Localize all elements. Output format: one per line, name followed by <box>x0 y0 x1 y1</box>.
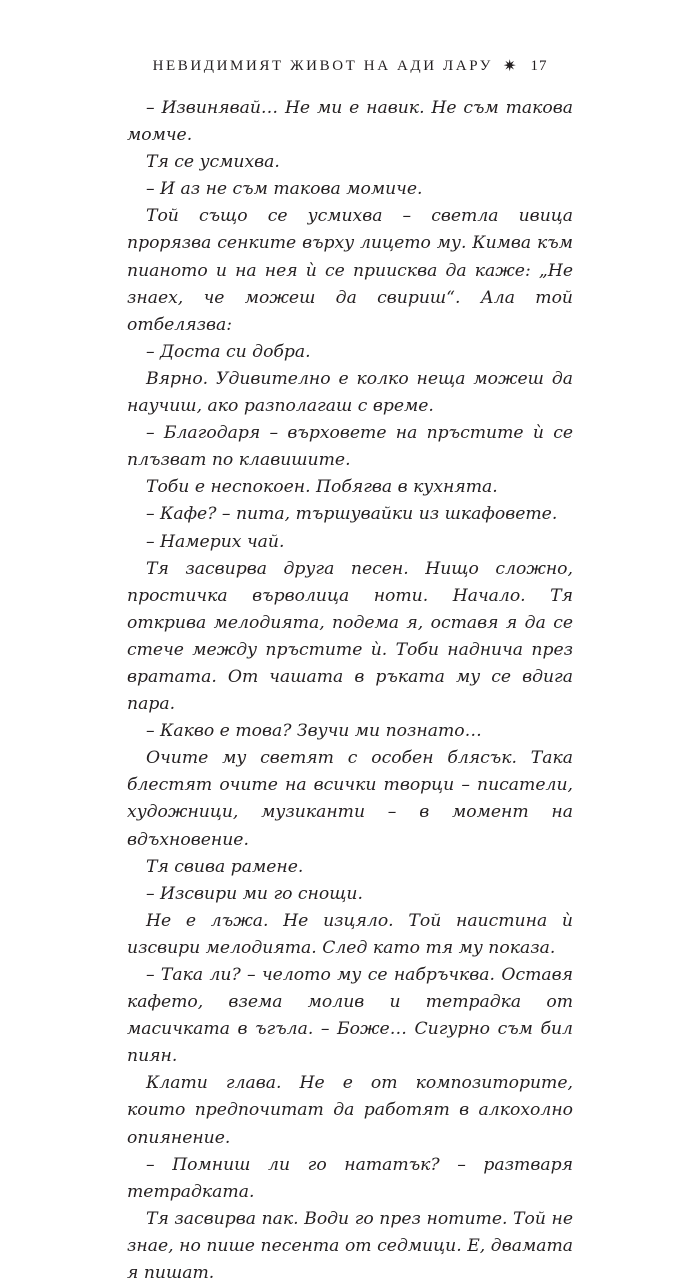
paragraph: Тя засвирва пак. Води го през нотите. Той не знае, но пише песента от седмици. Е, двамата я пишат. <box>127 1208 573 1284</box>
paragraph: Очите му светят с особен блясък. Така блестят очите на всички творци – писатели, художници, музиканти – в момент на вдъхновение. <box>127 748 573 850</box>
paragraph: – Благодаря – върховете на пръстите ѝ се плъзват по клавишите. <box>127 423 573 471</box>
paragraph: – Намерих чай. <box>146 531 285 552</box>
paragraph: Тя се усмихва. <box>146 152 280 173</box>
paragraph: – Кафе? – пита, тършувайки из шкафовете. <box>146 504 558 525</box>
book-title: НЕВИДИМИЯТ ЖИВОТ НА АДИ ЛАРУ <box>152 58 494 74</box>
paragraph: Клати глава. Не е от композиторите, които предпочитат да работят в алкохолно опиянение. <box>127 1073 573 1148</box>
body-text <box>127 95 573 1287</box>
paragraph: – Какво е това? Звучи ми познато… <box>146 721 482 742</box>
paragraph: – Доста си добра. <box>146 341 311 362</box>
paragraph: Той също се усмихва – светла ивица прорязва сенките върху лицето му. Кимва към пианото и на нея ѝ се приисква да каже: „Не знаех, че можеш да свириш“. Ала той отбелязва: <box>127 206 573 335</box>
paragraph: – Извинявай… Не ми е навик. Не съм такова момче. <box>127 98 573 146</box>
star-ornament-icon: ✷ <box>503 58 517 75</box>
paragraph: – Така ли? – челото му се набръчква. Оставя кафето, взема молив и тетрадка от масичката в ъгъла. – Боже… Сигурно съм бил пиян. <box>127 965 573 1067</box>
paragraph: – Помниш ли го нататък? – разтваря тетрадката. <box>127 1154 573 1202</box>
paragraph: Вярно. Удивително е колко неща можеш да научиш, ако разполагаш с време. <box>127 368 573 417</box>
paragraph: Тя засвирва друга песен. Нищо сложно, простичка върволица ноти. Начало. Тя открива мелодията, подема я, оставя я да се стече между пръстите ѝ. Тоби надничa през вратата. От чашата в ръката му се вдига пара. <box>127 558 573 715</box>
paragraph: – Изсвири ми го снощи. <box>146 883 363 904</box>
paragraph: Тя свива рамене. <box>146 856 304 877</box>
paragraph: Тоби е неспокоен. Побягва в кухнята. <box>146 477 498 498</box>
paragraph: Не е лъжа. Не изцяло. Той наистина ѝ изсвири мелодията. След като тя му показа. <box>127 910 573 958</box>
running-header <box>0 55 700 75</box>
page-number: 17 <box>530 58 548 74</box>
paragraph: – И аз не съм такова момиче. <box>146 179 423 200</box>
